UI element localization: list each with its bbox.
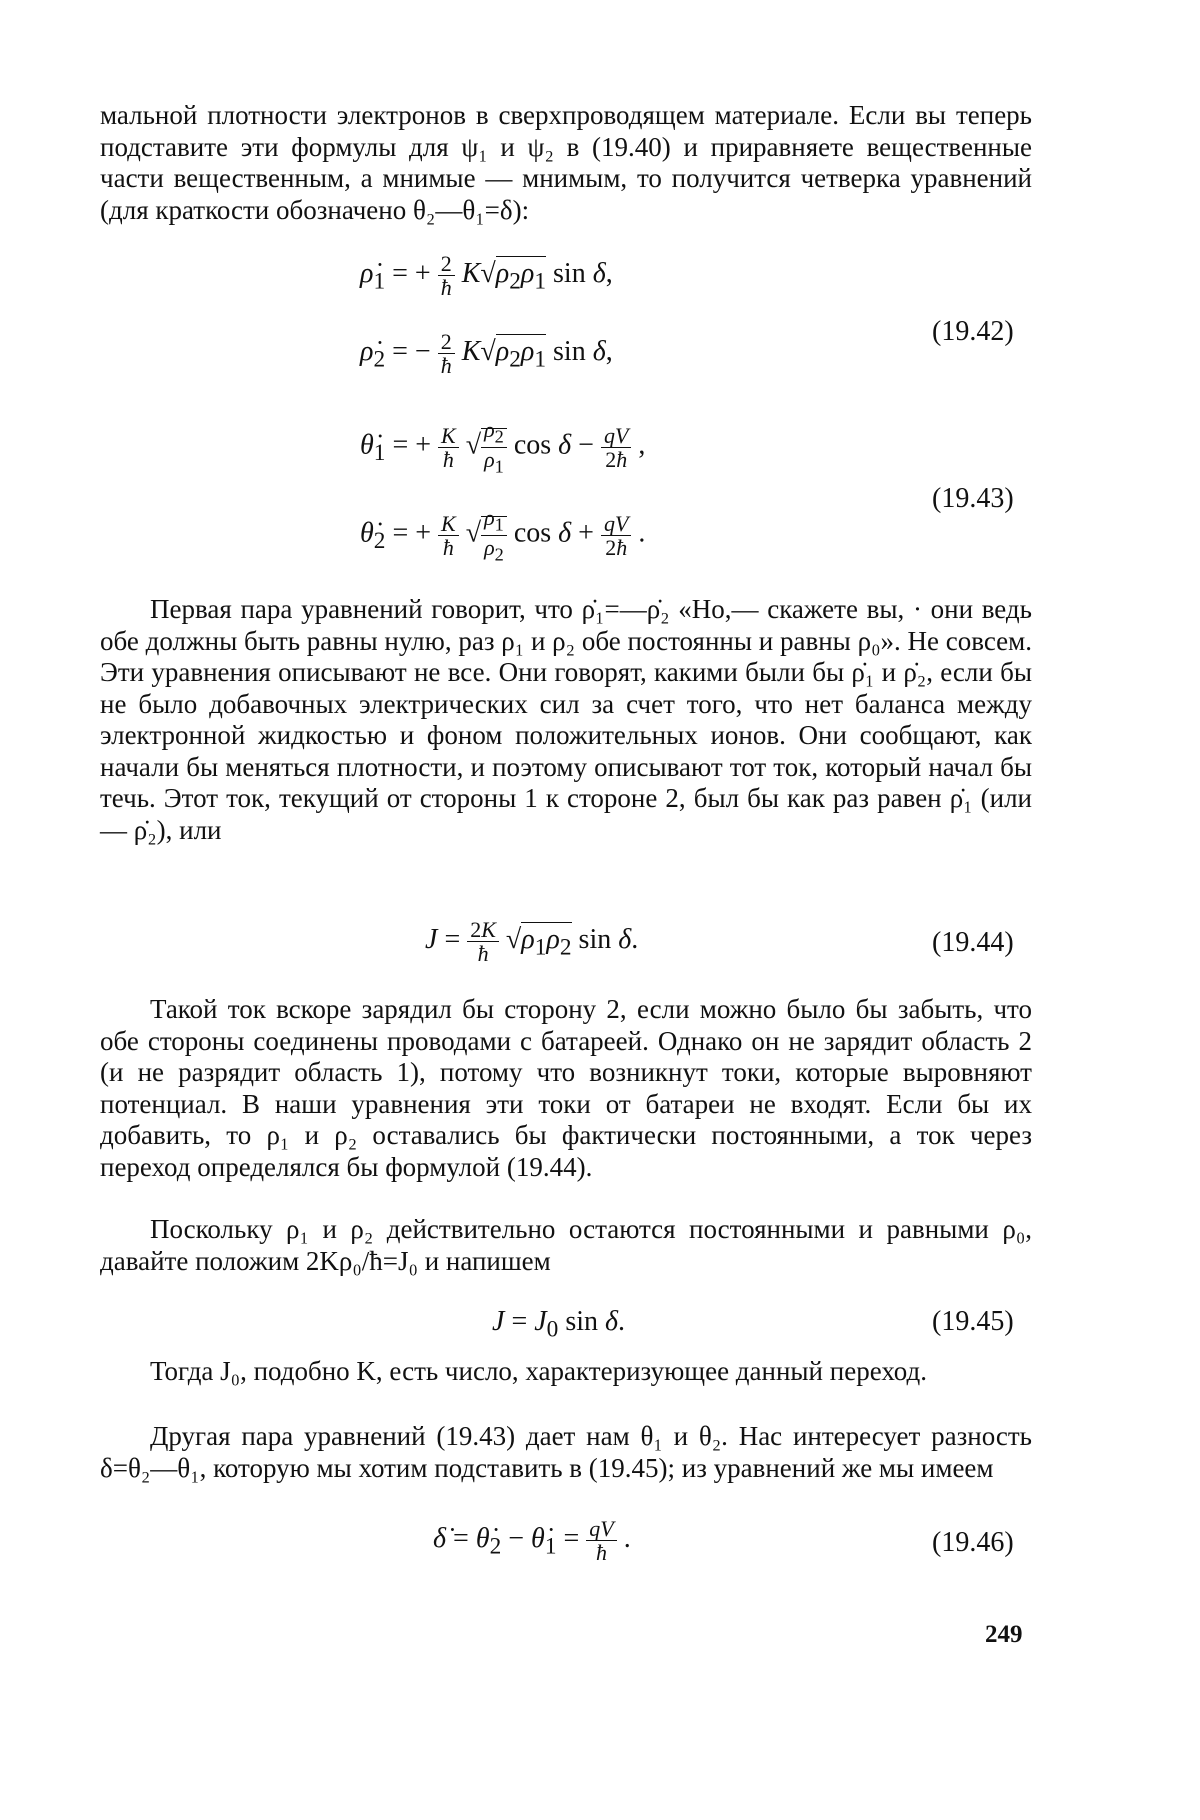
paragraph-5: Тогда J₀, подобно K, есть число, характеризующее данный переход. [150, 1356, 928, 1386]
equation-rho1-dot: $\rhȯ_1$ = + $\frac{2}{ħ}$ $K√\rho_2\rho_1$ sin δ, [360, 251, 613, 301]
equation-current: J = $\frac{2K}{ħ}$ $√\rho_1\rho_2$ sin δ. [425, 917, 639, 967]
equation-number-19-44: (19.44) [932, 927, 1014, 958]
equation-number-19-45: (19.45) [932, 1306, 1014, 1337]
paragraph-2: Первая пара уравнений говорит, что ρ̇₁=—ρ̇₂ «Но,— скажете вы, · они ведь обе должны быть равны нулю, раз ρ₁ и ρ₂ обе постоянны и равны ρ₀». Не совсем. Эти уравнения описывают не все. Они говорят, какими были бы ρ̇₁ и ρ̇₂, если бы не было добавочных электрических сил за счет того, что нет баланса между электронной жидкостью и фоном положительных ионов. Они сообщают, как начали бы меняться плотности, и поэтому описывают тот ток, который начал бы течь. Этот ток, текущий от стороны 1 к стороне 2, был бы как раз равен ρ̇₁ (или — ρ̇₂), или [100, 594, 1032, 845]
equation-number-19-46: (19.46) [932, 1527, 1014, 1558]
equation-delta-dot: δ̇ = $\thetȧ_2$ − $\thetȧ_1$ = $\frac{qV}{ħ}$ . [433, 1516, 631, 1566]
paragraph-1: мальной плотности электронов в сверхпроводящем материале. Если вы теперь подставите эти формулы для ψ₁ и ψ₂ в (19.40) и приравняете вещественные части вещественным, а мнимые — мнимым, то получится четверка уравнений (для краткости обозначено θ₂—θ₁=δ): [100, 100, 1032, 225]
page-number: 249 [985, 1621, 1023, 1648]
equation-rho2-dot: $\rhȯ_2$ = − $\frac{2}{ħ}$ $K√\rho_2\rho_1$ sin δ, [360, 329, 613, 379]
equation-number-19-42: (19.42) [932, 316, 1014, 347]
equation-number-19-43: (19.43) [932, 483, 1014, 514]
paragraph-4: Поскольку ρ₁ и ρ₂ действительно остаются постоянными и равными ρ₀, давайте положим 2Kρ₀/ħ=J₀ и напишем [100, 1214, 1032, 1276]
equation-theta2-dot: $\thetȧ_2$ = + $\frac{K}{ħ}$ √ $\frac{\rho_1}{\rho_2}$ cos δ + $\frac{qV}{2ħ}$ . [360, 505, 646, 565]
paragraph-6: Другая пара уравнений (19.43) дает нам θ₁ и θ₂. Нас интересует разность δ=θ₂—θ₁, которую мы хотим подставить в (19.45); из уравнений же мы имеем [100, 1421, 1032, 1483]
paragraph-3: Такой ток вскоре зарядил бы сторону 2, если можно было бы забыть, что обе стороны соединены проводами с батареей. Однако он не зарядит область 2 (и не разрядит область 1), потому что возникнут токи, которые выровняют потенциал. В наши уравнения эти токи от батареи не входят. Если бы их добавить, то ρ₁ и ρ₂ оставались бы фактически постоянными, а ток через переход определялся бы формулой (19.44). [100, 994, 1032, 1182]
equation-theta1-dot: $\thetȧ_1$ = + $\frac{K}{ħ}$ √ $\frac{\rho_2}{\rho_1}$ cos δ − $\frac{qV}{2ħ}$ , [360, 417, 646, 477]
equation-current-j0: $J = J_0$ sin δ. [492, 1306, 626, 1343]
